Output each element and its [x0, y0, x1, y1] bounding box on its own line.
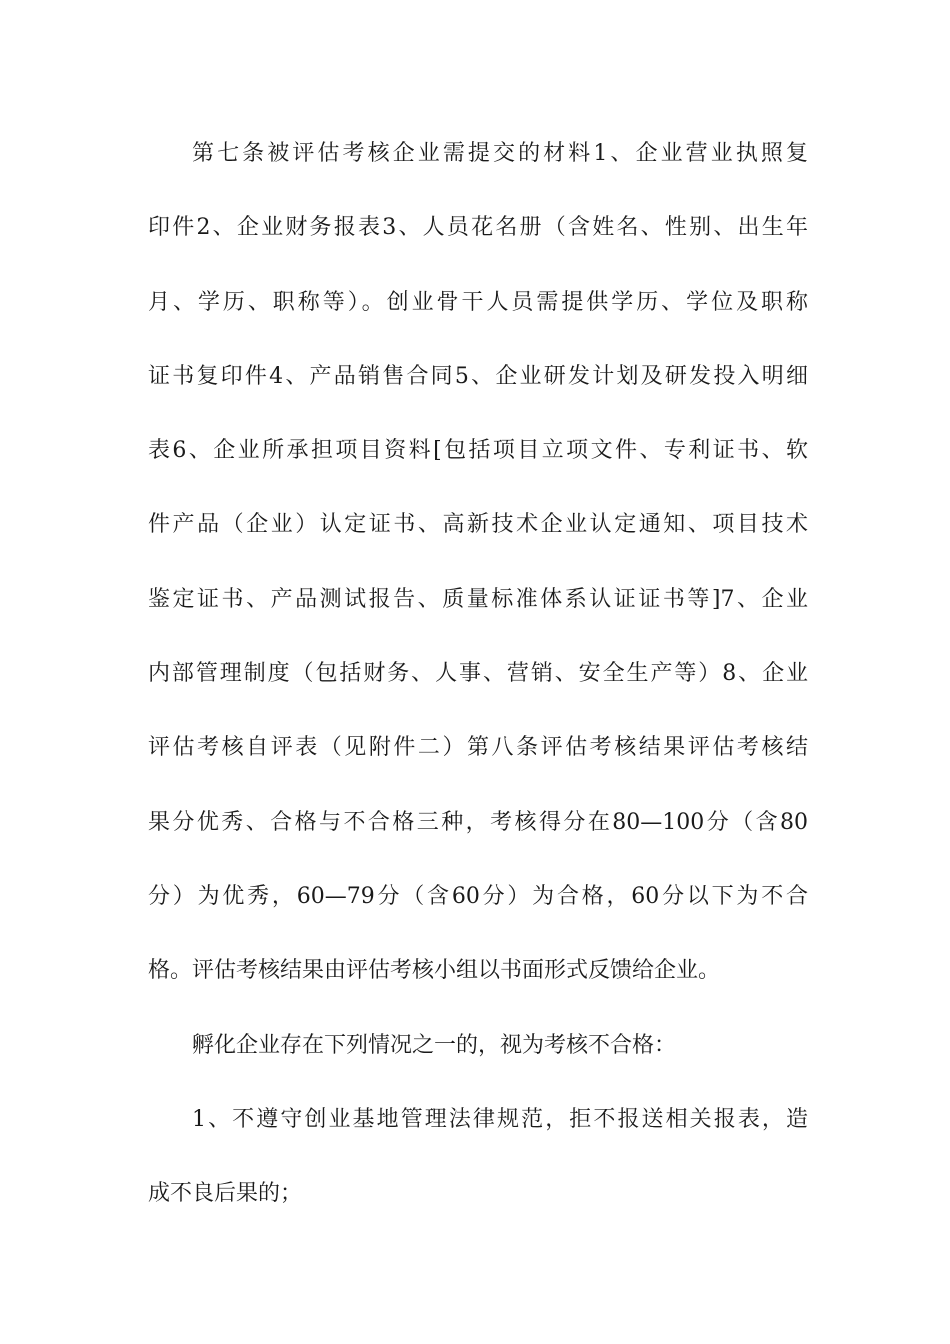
text-line: 月、学历、职称等）。创业骨干人员需提供学历、学位及职称 — [148, 289, 808, 315]
text-line: 内部管理制度（包括财务、人事、营销、安全生产等）8、企业 — [148, 661, 808, 687]
text-line: 鉴定证书、产品测试报告、质量标准体系认证证书等]7、企业 — [148, 586, 808, 612]
text-line: 格。评估考核结果由评估考核小组以书面形式反馈给企业。 — [148, 958, 721, 984]
text-line: 分）为优秀，60—79分（含60分）为合格，60分以下为不合 — [148, 883, 808, 909]
text-line: 评估考核自评表（见附件二）第八条评估考核结果评估考核结 — [148, 735, 808, 761]
text-line: 证书复印件4、产品销售合同5、企业研发计划及研发投入明细 — [148, 363, 808, 389]
text-line: 1、不遵守创业基地管理法律规范，拒不报送相关报表，造 — [192, 1106, 808, 1132]
text-line: 印件2、企业财务报表3、人员花名册（含姓名、性别、出生年 — [148, 215, 808, 241]
text-line: 成不良后果的； — [148, 1181, 303, 1207]
text-line: 件产品（企业）认定证书、高新技术企业认定通知、项目技术 — [148, 512, 808, 538]
text-line: 孵化企业存在下列情况之一的，视为考核不合格： — [192, 1032, 677, 1058]
text-line: 第七条被评估考核企业需提交的材料1、企业营业执照复 — [192, 141, 808, 166]
text-line: 表6、企业所承担项目资料[包括项目立项文件、专利证书、软 — [148, 438, 808, 464]
text-line: 果分优秀、合格与不合格三种，考核得分在80—100分（含80 — [148, 809, 808, 835]
body-text — [148, 126, 808, 1240]
